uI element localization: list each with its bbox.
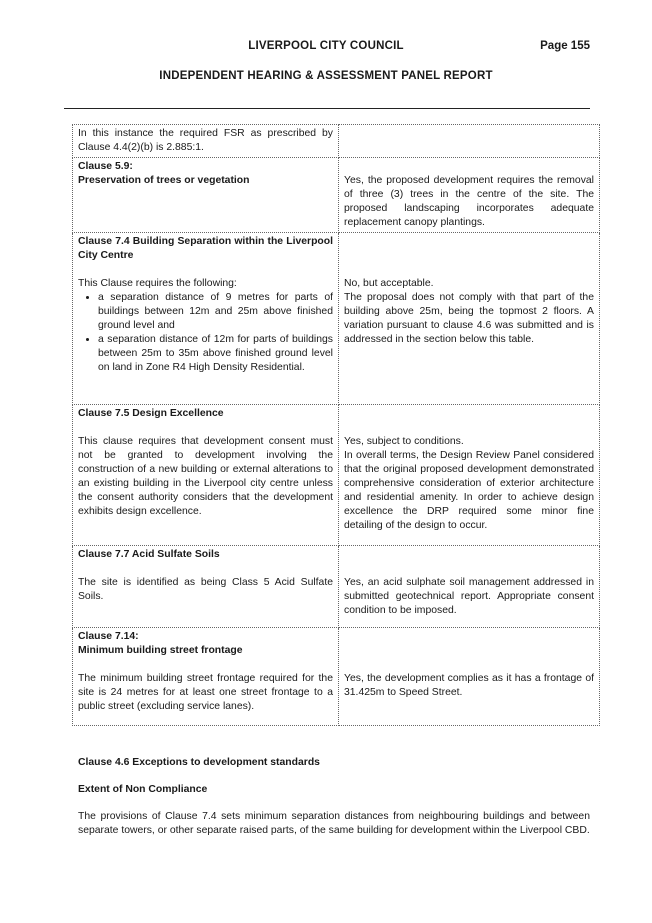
spacer	[344, 644, 594, 658]
spacer	[78, 658, 333, 672]
clause-5-9-heading: Clause 5.9:	[78, 161, 133, 172]
spacer	[344, 407, 594, 421]
spacer	[78, 421, 333, 435]
clause-7-14-cell	[73, 628, 339, 726]
spacer	[78, 263, 333, 277]
report-title: INDEPENDENT HEARING & ASSESSMENT PANEL REPORT	[159, 70, 493, 82]
clause-7-4-response-cell	[339, 233, 600, 405]
clause-7-5-status: Yes, subject to conditions.	[344, 436, 464, 447]
spacer	[344, 263, 594, 277]
spacer	[344, 658, 594, 672]
compliance-table	[72, 124, 600, 726]
clause-5-9-cell	[73, 158, 339, 233]
clause-7-7-heading: Clause 7.7 Acid Sulfate Soils	[78, 549, 220, 560]
table-row-fsr	[73, 125, 600, 158]
clause-7-4-heading: Clause 7.4 Building Separation within the Liverpool City Centre	[78, 236, 333, 261]
clause-7-14-title: Minimum building street frontage	[78, 645, 243, 656]
section-heading-non-compliance: Extent of Non Compliance	[78, 784, 208, 795]
section-heading-clause-4-6: Clause 4.6 Exceptions to development standards	[78, 757, 320, 768]
clause-7-4-cell	[73, 233, 339, 405]
clause-7-14-response-cell	[339, 628, 600, 726]
clause-7-7-response-cell	[339, 546, 600, 628]
clause-7-4-status: No, but acceptable.	[344, 278, 434, 289]
clause-7-4-requirements	[78, 291, 333, 375]
clause-7-4-response: The proposal does not comply with that part of the building above 25m, being the topmost 2 floors. A variation pursuant to clause 4.6 was submitted and is addressed in the section below this table.	[344, 292, 594, 345]
spacer	[344, 630, 594, 644]
non-compliance-paragraph: The provisions of Clause 7.4 sets minimum separation distances from neighbouring buildings and between separate towers, or other separate raised parts, of the same building for development within the Liverpool CBD.	[78, 811, 590, 836]
spacer	[344, 421, 594, 435]
fsr-text: In this instance the required FSR as prescribed by Clause 4.4(2)(b) is 2.885:1.	[73, 125, 339, 158]
clause-7-7-text: The site is identified as being Class 5 Acid Sulfate Soils.	[78, 577, 333, 602]
clause-7-7-cell	[73, 546, 339, 628]
clause-7-7-response: Yes, an acid sulphate soil management addressed in submitted geotechnical report. Appropriate consent condition to be imposed.	[344, 577, 594, 616]
table-row-clause-7-4	[73, 233, 600, 405]
clause-7-4-intro: This Clause requires the following:	[78, 278, 237, 289]
table-row-clause-5-9	[73, 158, 600, 233]
clause-7-14-response: Yes, the development complies as it has a frontage of 31.425m to Speed Street.	[344, 673, 594, 698]
clause-7-5-cell	[73, 405, 339, 546]
clause-7-5-text: This clause requires that development consent must not be granted to development involving the construction of a new building or external alterations to an existing building in the Liverpool city centre unless the consent authority considers that the development exhibits design excellence.	[78, 436, 333, 517]
table-row-clause-7-7	[73, 546, 600, 628]
spacer	[344, 160, 594, 174]
list-item: • a separation distance of 12m for parts of buildings between 25m to 35m above finished ground level on land in Zone R4 High Density Residential.	[98, 333, 333, 375]
spacer	[344, 249, 594, 263]
spacer	[78, 562, 333, 576]
clause-5-9-response: Yes, the proposed development requires the removal of three (3) trees in the centre of the site. The proposed landscaping incorporates adequate replacement canopy plantings.	[344, 175, 594, 228]
clause-7-5-response-cell	[339, 405, 600, 546]
spacer	[344, 548, 594, 562]
table-row-clause-7-5	[73, 405, 600, 546]
clause-7-14-heading: Clause 7.14:	[78, 631, 139, 642]
fsr-response	[339, 125, 600, 158]
page-number: Page 155	[540, 40, 590, 52]
clause-7-5-heading: Clause 7.5 Design Excellence	[78, 408, 224, 419]
spacer	[344, 562, 594, 576]
clause-7-14-text: The minimum building street frontage required for the site is 24 metres for at least one street frontage to a public street (excluding service lanes).	[78, 673, 333, 712]
clause-7-5-response: In overall terms, the Design Review Panel considered that the original proposed development demonstrated comprehensive consideration of exterior architecture and residential amenity. In order to achieve design excellence the DRP required some minor fine detailing of the design to occur.	[344, 450, 594, 531]
spacer	[344, 235, 594, 249]
table-row-clause-7-14	[73, 628, 600, 726]
clause-5-9-response-cell	[339, 158, 600, 233]
council-name: LIVERPOOL CITY COUNCIL	[248, 40, 404, 52]
list-item: • a separation distance of 9 metres for parts of buildings between 12m and 25m above finished ground level and	[98, 291, 333, 333]
clause-5-9-title: Preservation of trees or vegetation	[78, 175, 250, 186]
header-divider	[64, 108, 590, 109]
